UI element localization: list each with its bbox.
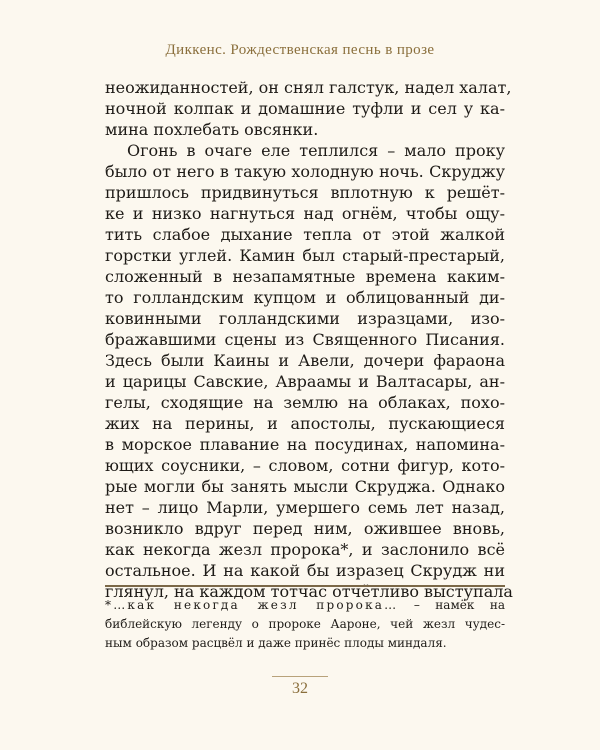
footnote-quote: *…как некогда жезл пророка…	[105, 598, 399, 612]
text-line: бражавшими сцены из Священного Писания.	[105, 330, 505, 349]
footnote-line: библейскую легенду о пророке Аароне, чей жезл чудес-	[105, 617, 505, 631]
text-line: и царицы Савские, Авраамы и Валтасары, ан-	[105, 372, 505, 391]
text-line: жих на перины, и апостолы, пускающиеся	[105, 414, 505, 433]
text-line: возникло вдруг перед ним, ожившее вновь,	[105, 519, 505, 538]
text-line: было от него в такую холодную ночь. Скруджу	[105, 162, 505, 181]
text-line: гелы, сходящие на землю на облаках, похо-	[105, 393, 505, 412]
text-line: горстки углей. Камин был старый-престарый,	[105, 246, 505, 265]
text-line: ковинными голландскими изразцами, изо-	[105, 309, 505, 328]
text-line: тить слабое дыхание тепла от этой жалкой	[105, 225, 505, 244]
text-line: мина похлебать овсянки.	[105, 120, 319, 139]
footnote-divider	[105, 585, 505, 587]
footnote-line: ным образом расцвёл и даже принёс плоды миндаля.	[105, 636, 447, 650]
text-line: ке и низко нагнуться над огнём, чтобы ощу-	[105, 204, 505, 223]
footnote-line	[105, 596, 505, 615]
text-line: рые могли бы занять мысли Скруджа. Однако	[105, 477, 505, 496]
text-line: сложенный в незапамятные времена каким-	[105, 267, 505, 286]
text-line: пришлось придвинуться вплотную к решёт-	[105, 183, 505, 202]
text-line: глянул, на каждом тотчас отчётливо выступала	[105, 582, 513, 601]
text-line: Здесь были Каины и Авели, дочери фараона	[105, 351, 505, 370]
text-line: ющих соусники, – словом, сотни фигур, кото-	[105, 456, 505, 475]
text-line: ночной колпак и домашние туфли и сел у ка-	[105, 99, 505, 118]
text-line: нет – лицо Марли, умершего семь лет назад,	[105, 498, 505, 517]
footnote	[105, 596, 505, 653]
text-line: остальное. И на какой бы изразец Скрудж ни	[105, 561, 505, 580]
text-line: как некогда жезл пророка*, и заслонило всё	[105, 540, 505, 559]
text-line: Огонь в очаге еле теплился – мало проку	[127, 141, 505, 160]
running-head: Диккенс. Рождественская песнь в прозе	[165, 42, 435, 58]
body-text	[105, 77, 513, 602]
page-number-rule	[272, 676, 328, 677]
text-line: в морское плавание на посудинах, напомина-	[105, 435, 505, 454]
page-number: 32	[292, 680, 308, 697]
text-line: неожиданностей, он снял галстук, надел халат,	[105, 78, 512, 97]
footnote-text: – намёк на	[398, 598, 505, 612]
text-line: то голландским купцом и облицованный ди-	[105, 288, 505, 307]
